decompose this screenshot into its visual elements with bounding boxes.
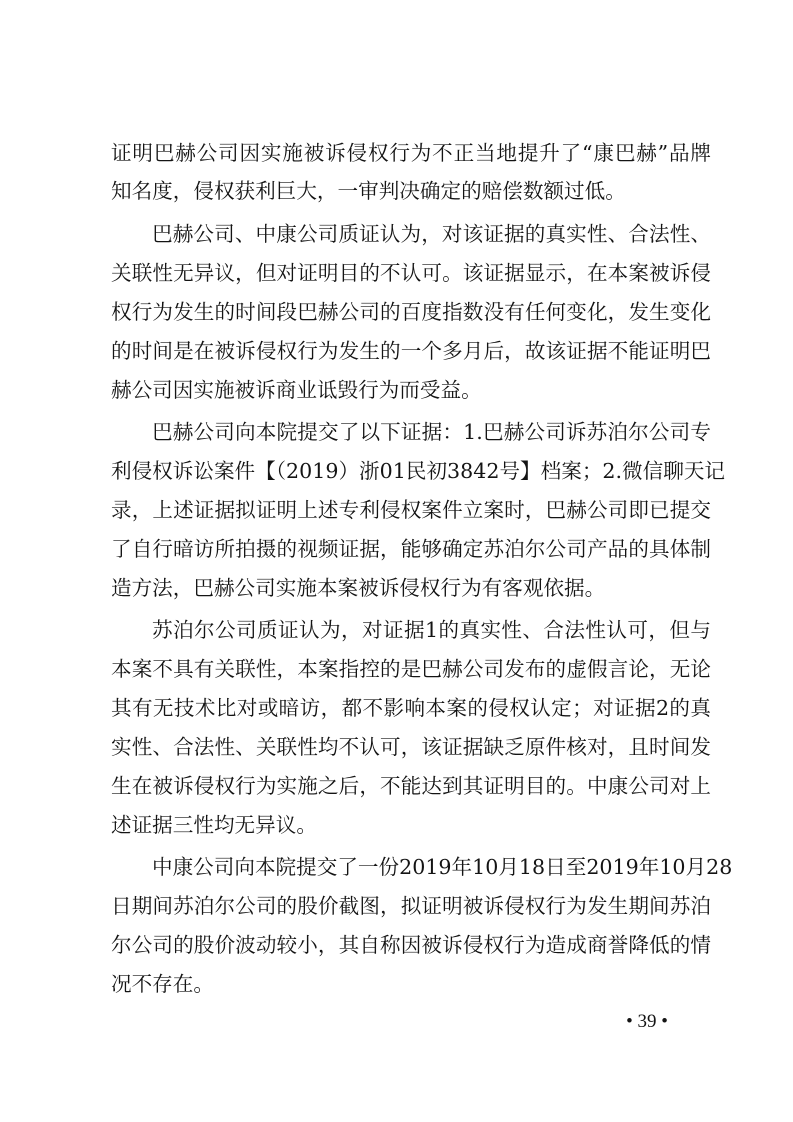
paragraph-3-line-2: 利侵权诉讼案件【（2019）浙01民初3842号】档案；2.微信聊天记 — [111, 459, 726, 483]
paragraph-3-line-1: 巴赫公司向本院提交了以下证据：1.巴赫公司诉苏泊尔公司专 — [152, 420, 711, 444]
paragraph-5-line-4: 况不存在。 — [111, 972, 214, 996]
paragraph-4-line-6: 述证据三性均无异议。 — [111, 813, 317, 837]
paragraph-4-line-5: 生在被诉侵权行为实施之后，不能达到其证明目的。中康公司对上 — [111, 774, 711, 798]
paragraph-2-line-2: 关联性无异议，但对证明目的不认可。该证据显示，在本案被诉侵 — [111, 261, 711, 285]
paragraph-2-line-1: 巴赫公司、中康公司质证认为，对该证据的真实性、合法性、 — [152, 222, 711, 246]
paragraph-4-line-1: 苏泊尔公司质证认为，对证据1的真实性、合法性认可，但与 — [152, 618, 711, 642]
paragraph-5-line-1: 中康公司向本院提交了一份2019年10月18日至2019年10月28 — [152, 855, 733, 879]
paragraph-5-line-2: 日期间苏泊尔公司的股价截图，拟证明被诉侵权行为发生期间苏泊 — [111, 894, 711, 918]
paragraph-1-line-2: 知名度，侵权获利巨大，一审判决确定的赔偿数额过低。 — [111, 179, 626, 203]
paragraph-2-line-4: 的时间是在被诉侵权行为发生的一个多月后，故该证据不能证明巴 — [111, 339, 711, 363]
paragraph-4-line-2: 本案不具有关联性，本案指控的是巴赫公司发布的虚假言论，无论 — [111, 657, 711, 681]
paragraph-5-line-3: 尔公司的股价波动较小，其自称因被诉侵权行为造成商誉降低的情 — [111, 933, 711, 957]
paragraph-2-line-5: 赫公司因实施被诉商业诋毁行为而受益。 — [111, 378, 482, 402]
paragraph-4-line-4: 实性、合法性、关联性均不认可，该证据缺乏原件核对，且时间发 — [111, 735, 711, 759]
paragraph-3-line-3: 录，上述证据拟证明上述专利侵权案件立案时，巴赫公司即已提交 — [111, 498, 711, 522]
paragraph-2-line-3: 权行为发生的时间段巴赫公司的百度指数没有任何变化，发生变化 — [111, 300, 711, 324]
page-number: • 39 • — [626, 1011, 668, 1032]
paragraph-4-line-3: 其有无技术比对或暗访，都不影响本案的侵权认定；对证据2的真 — [111, 696, 711, 720]
paragraph-3-line-5: 造方法，巴赫公司实施本案被诉侵权行为有客观依据。 — [111, 576, 606, 600]
paragraph-1-line-1: 证明巴赫公司因实施被诉侵权行为不正当地提升了“康巴赫”品牌 — [111, 141, 711, 165]
paragraph-3-line-4: 了自行暗访所拍摄的视频证据，能够确定苏泊尔公司产品的具体制 — [111, 537, 711, 561]
